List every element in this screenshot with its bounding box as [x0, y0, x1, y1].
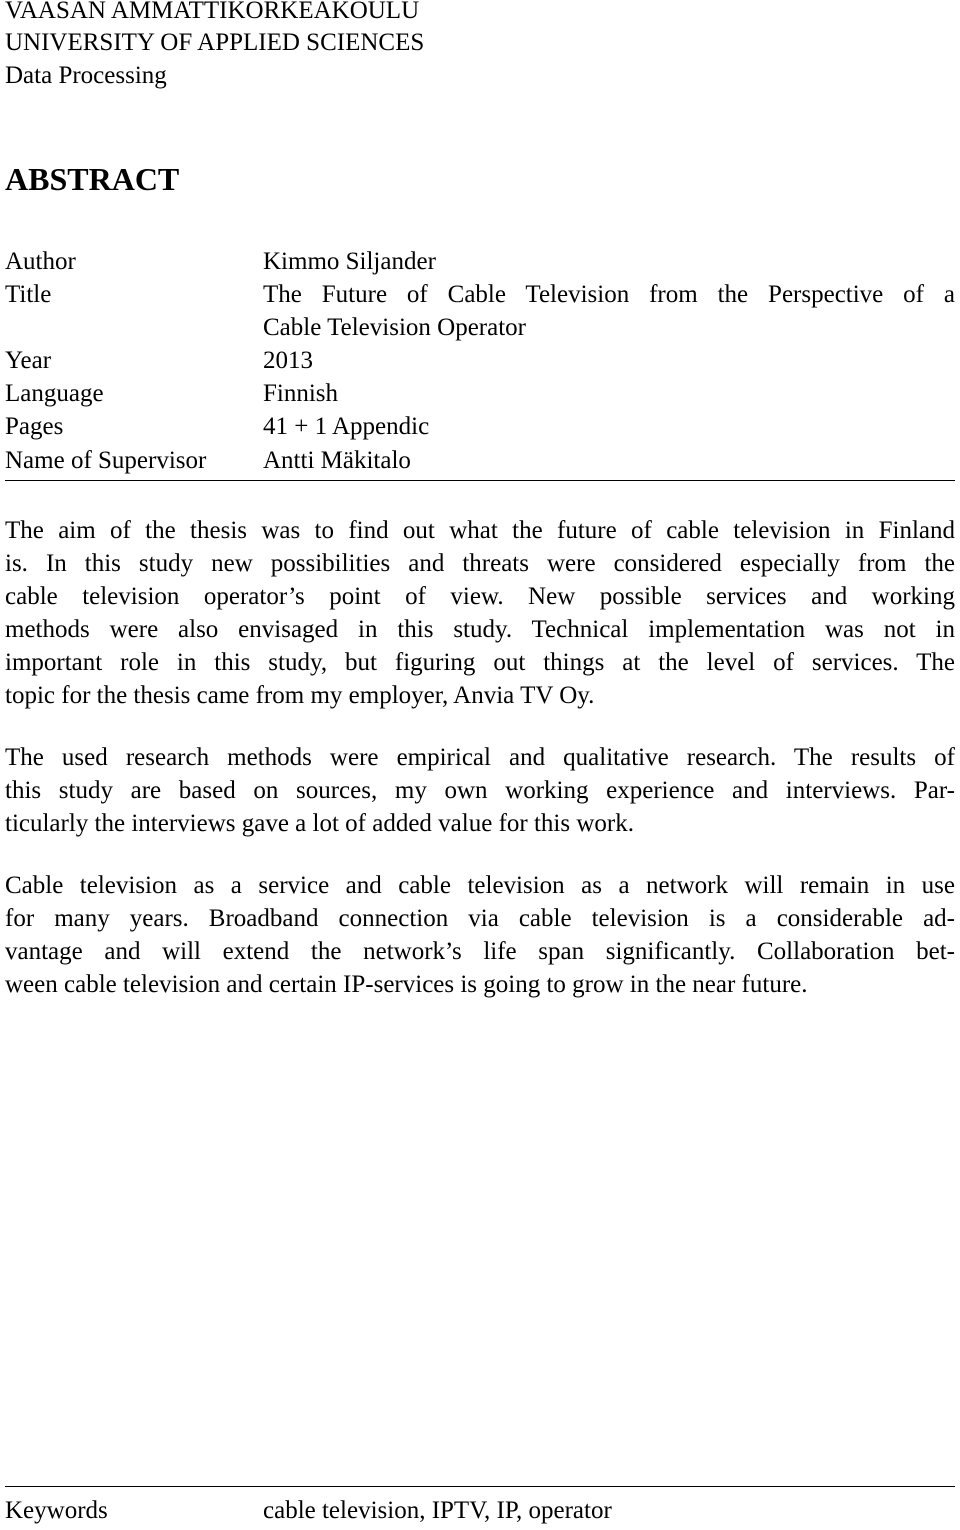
paragraph-line: The aim of the thesis was to find out what the future of cable television in Finland [5, 517, 955, 544]
abstract-paragraph-3 [5, 869, 955, 1001]
paragraph-line: Cable television as a service and cable television as a network will remain in use [5, 872, 955, 899]
year-label: Year [5, 347, 52, 374]
institution-name: VAASAN AMMATTIKORKEAKOULU [5, 0, 420, 24]
keywords-label: Keywords [5, 1497, 108, 1524]
title-value-line2: Cable Television Operator [263, 314, 526, 341]
paragraph-line: methods were also envisaged in this study. Technical implementation was not in [5, 616, 955, 643]
divider-top [5, 480, 955, 481]
title-value-line1: The Future of Cable Television from the Perspective of a [263, 281, 955, 308]
year-value: 2013 [263, 347, 313, 374]
paragraph-line: is. In this study new possibilities and threats were considered especially from the [5, 550, 955, 577]
paragraph-line: important role in this study, but figuring out things at the level of services. The [5, 649, 955, 676]
paragraph-line: The used research methods were empirical and qualitative research. The results of [5, 744, 955, 771]
paragraph-line: for many years. Broadband connection via cable television is a considerable ad- [5, 905, 955, 932]
paragraph-line: cable television operator’s point of view. New possible services and working [5, 583, 955, 610]
divider-bottom [5, 1486, 955, 1487]
degree-programme: Data Processing [5, 62, 167, 89]
paragraph-line: vantage and will extend the network’s life span significantly. Collaboration bet- [5, 938, 955, 965]
page-title: ABSTRACT [5, 161, 180, 197]
language-value: Finnish [263, 380, 339, 407]
paragraph-line: this study are based on sources, my own working experience and interviews. Par- [5, 777, 955, 804]
paragraph-line: topic for the thesis came from my employer, Anvia TV Oy. [5, 682, 595, 709]
institution-name-english: UNIVERSITY OF APPLIED SCIENCES [5, 29, 425, 56]
language-label: Language [5, 380, 104, 407]
keywords-value: cable television, IPTV, IP, operator [263, 1497, 612, 1524]
author-label: Author [5, 248, 76, 275]
paragraph-line: ween cable television and certain IP-services is going to grow in the near future. [5, 971, 808, 998]
pages-value: 41 + 1 Appendic [263, 413, 430, 440]
abstract-paragraph-2 [5, 741, 955, 840]
author-value: Kimmo Siljander [263, 248, 436, 275]
supervisor-value: Antti Mäkitalo [263, 447, 411, 474]
pages-label: Pages [5, 413, 64, 440]
paragraph-line: ticularly the interviews gave a lot of added value for this work. [5, 810, 634, 837]
supervisor-label: Name of Supervisor [5, 447, 207, 474]
abstract-paragraph-1 [5, 514, 955, 712]
title-label: Title [5, 281, 52, 308]
